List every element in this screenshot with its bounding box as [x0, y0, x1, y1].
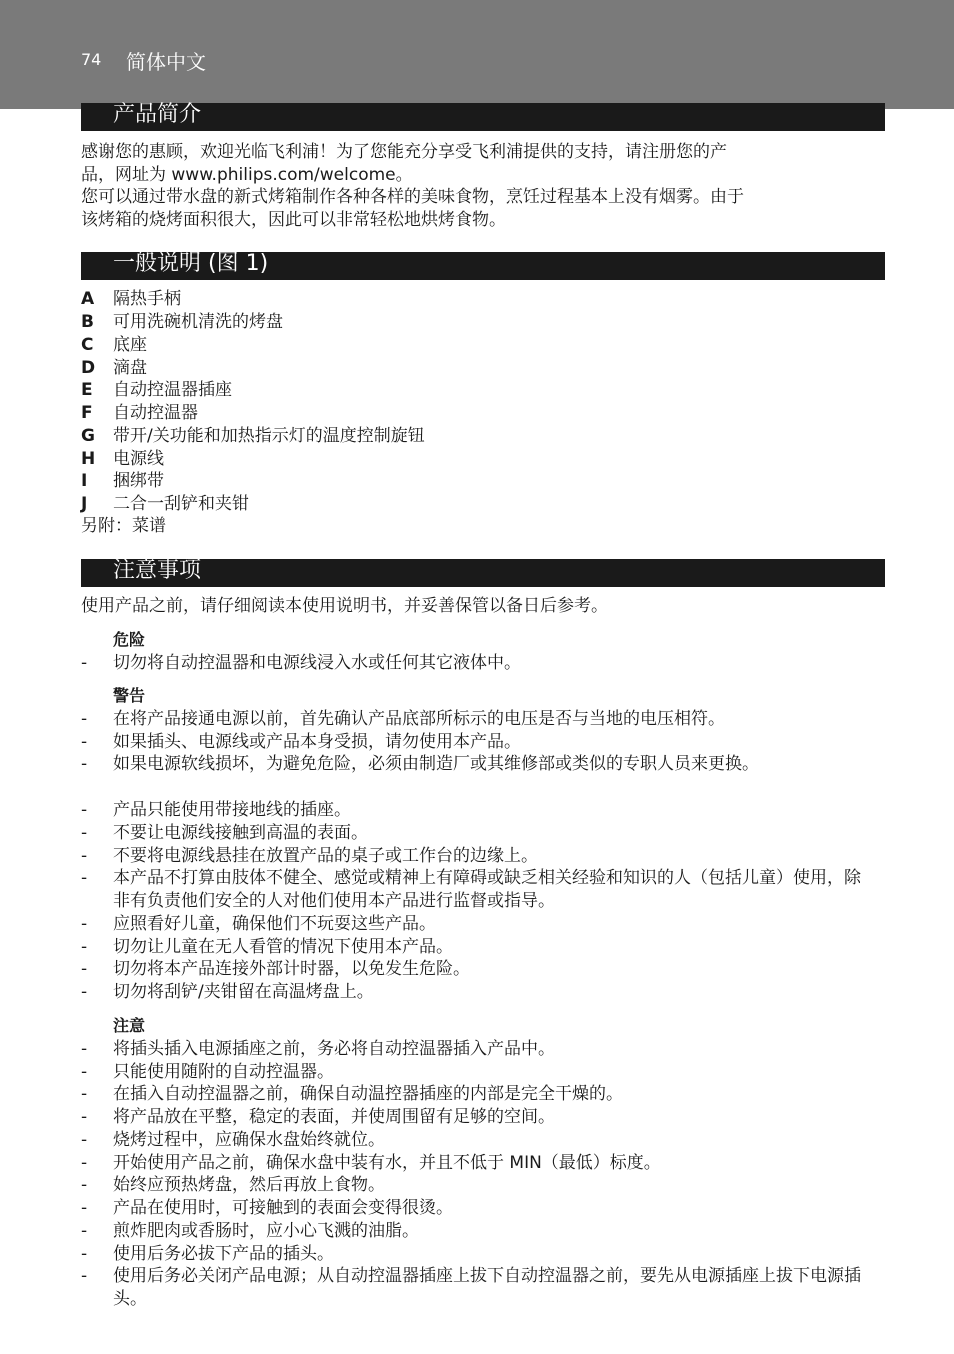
component-name: 底座 [113, 335, 147, 355]
bullet-dash: - [81, 1266, 88, 1286]
section-heading-important [81, 559, 885, 587]
intro-p1-line2: 品，网址为 www.philips.com/welcome。 [81, 165, 413, 185]
warning-item-text: 应照看好儿童，确保他们不玩耍这些产品。 [113, 914, 436, 934]
warning-item-text: 如果插头、电源线或产品本身受损，请勿使用本产品。 [113, 732, 521, 752]
caution-item [81, 1265, 881, 1310]
component-letter: D [81, 358, 96, 378]
caution-item [81, 1106, 881, 1129]
warning-item-text: 在将产品接通电源以前，首先确认产品底部所标示的电压是否与当地的电压相符。 [113, 709, 725, 729]
bullet-dash: - [81, 846, 88, 866]
section-title-important: 注意事项 [113, 558, 202, 583]
warning-item-text: 不要让电源线接触到高温的表面。 [113, 823, 368, 843]
bullet-dash: - [81, 914, 88, 934]
component-letter: H [81, 449, 96, 469]
component-name: 自动控温器 [113, 403, 198, 423]
caution-item-text: 将插头插入电源插座之前，务必将自动控温器插入产品中。 [113, 1039, 555, 1059]
caution-item-text: 使用后务必拔下产品的插头。 [113, 1244, 334, 1264]
caution-item [81, 1197, 881, 1220]
component-name: 隔热手柄 [113, 289, 181, 309]
component-letter: C [81, 335, 94, 355]
component-letter: A [81, 289, 95, 309]
caution-item-text: 产品在使用时，可接触到的表面会变得很烫。 [113, 1198, 453, 1218]
intro-p1-line1: 感谢您的惠顾，欢迎光临飞利浦！为了您能充分享受飞利浦提供的支持，请注册您的产 [81, 142, 727, 162]
caution-item-text: 烧烤过程中，应确保水盘始终就位。 [113, 1130, 385, 1150]
caution-item-text: 始终应预热烤盘，然后再放上食物。 [113, 1175, 385, 1195]
warning-item [81, 799, 881, 822]
warning-item-text: 切勿将刮铲/夹钳留在高温烤盘上。 [113, 982, 374, 1002]
warning-item [81, 936, 881, 959]
warning-item [81, 822, 881, 845]
caution-item-text: 只能使用随附的自动控温器。 [113, 1062, 334, 1082]
caution-item [81, 1220, 881, 1243]
bullet-dash: - [81, 800, 88, 820]
bullet-dash: - [81, 732, 88, 752]
bullet-dash: - [81, 937, 88, 957]
section-title-general: 一般说明 (图 1) [113, 251, 269, 276]
warning-item-text: 产品只能使用带接地线的插座。 [113, 800, 351, 820]
warning-item-text: 切勿让儿童在无人看管的情况下使用本产品。 [113, 937, 453, 957]
danger-item-text: 切勿将自动控温器和电源线浸入水或任何其它液体中。 [113, 653, 521, 673]
important-intro: 使用产品之前，请仔细阅读本使用说明书，并妥善保管以备日后参考。 [81, 596, 608, 616]
caution-item [81, 1083, 881, 1106]
warning-item [81, 845, 881, 868]
accessory-note: 另附：菜谱 [81, 516, 166, 536]
language-label: 简体中文 [126, 50, 206, 74]
bullet-dash: - [81, 1130, 88, 1150]
warning-item [81, 958, 881, 981]
warning-item [81, 981, 881, 1004]
bullet-dash: - [81, 1221, 88, 1241]
component-name: 可用洗碗机清洗的烤盘 [113, 312, 283, 332]
component-letter: E [81, 380, 93, 400]
bullet-dash: - [81, 1107, 88, 1127]
caution-item-text: 煎炸肥肉或香肠时，应小心飞溅的油脂。 [113, 1221, 419, 1241]
component-letter: J [81, 494, 88, 514]
caution-item-text: 开始使用产品之前，确保水盘中装有水，并且不低于 MIN（最低）标度。 [113, 1153, 661, 1173]
bullet-dash: - [81, 754, 88, 774]
component-name: 捆绑带 [113, 471, 164, 491]
bullet-dash: - [81, 982, 88, 1002]
bullet-dash: - [81, 1198, 88, 1218]
bullet-dash: - [81, 868, 88, 888]
caution-heading: 注意 [113, 1016, 146, 1035]
component-letter: B [81, 312, 94, 332]
intro-p2-line1: 您可以通过带水盘的新式烤箱制作各种各样的美味食物，烹饪过程基本上没有烟雾。由于 [81, 187, 744, 207]
warning-item-text: 切勿将本产品连接外部计时器，以免发生危险。 [113, 959, 470, 979]
caution-item-text: 在插入自动控温器之前，确保自动温控器插座的内部是完全干燥的。 [113, 1084, 623, 1104]
intro-p2-line2: 该烤箱的烧烤面积很大，因此可以非常轻松地烘烤食物。 [81, 210, 506, 230]
component-name: 二合一刮铲和夹钳 [113, 494, 249, 514]
caution-item [81, 1243, 881, 1266]
component-name: 自动控温器插座 [113, 380, 232, 400]
section-title-intro: 产品简介 [113, 102, 202, 127]
caution-item [81, 1061, 881, 1084]
caution-item-text: 使用后务必关闭产品电源；从自动控温器插座上拔下自动控温器之前，要先从电源插座上拔下电源插头。 [113, 1266, 861, 1309]
section-heading-general [81, 252, 885, 280]
bullet-dash: - [81, 1153, 88, 1173]
caution-item [81, 1174, 881, 1197]
intro-paragraph-2 [81, 186, 881, 232]
bullet-dash: - [81, 823, 88, 843]
bullet-dash: - [81, 1244, 88, 1264]
component-letter: G [81, 426, 95, 446]
danger-item [81, 652, 881, 675]
warning-heading: 警告 [113, 686, 146, 705]
section-heading-intro [81, 103, 885, 131]
bullet-dash: - [81, 1039, 88, 1059]
intro-paragraph-1 [81, 141, 881, 187]
caution-item [81, 1129, 881, 1152]
warning-item-text: 不要将电源线悬挂在放置产品的桌子或工作台的边缘上。 [113, 846, 538, 866]
danger-heading: 危险 [113, 630, 146, 649]
component-letter: F [81, 403, 93, 423]
warning-item [81, 731, 881, 754]
component-name: 滴盘 [113, 358, 147, 378]
bullet-dash: - [81, 959, 88, 979]
component-name: 电源线 [113, 449, 164, 469]
warning-item [81, 867, 881, 912]
warning-item [81, 753, 881, 776]
warning-item [81, 913, 881, 936]
warning-item-text: 本产品不打算由肢体不健全、感觉或精神上有障碍或缺乏相关经验和知识的人（包括儿童）使用，除非有负责他们安全的人对他们使用本产品进行监督或指导。 [113, 868, 861, 911]
warning-item-text: 如果电源软线损坏，为避免危险，必须由制造厂或其维修部或类似的专职人员来更换。 [113, 754, 759, 774]
page-header [0, 0, 954, 109]
page-number: 74 [81, 50, 102, 69]
component-letter: I [81, 471, 88, 491]
caution-item [81, 1152, 881, 1175]
bullet-dash: - [81, 653, 88, 673]
caution-item-text: 将产品放在平整，稳定的表面，并使周围留有足够的空间。 [113, 1107, 555, 1127]
bullet-dash: - [81, 1084, 88, 1104]
caution-item [81, 1038, 881, 1061]
warning-item [81, 708, 881, 731]
bullet-dash: - [81, 1175, 88, 1195]
component-name: 带开/关功能和加热指示灯的温度控制旋钮 [113, 426, 425, 446]
bullet-dash: - [81, 709, 88, 729]
bullet-dash: - [81, 1062, 88, 1082]
